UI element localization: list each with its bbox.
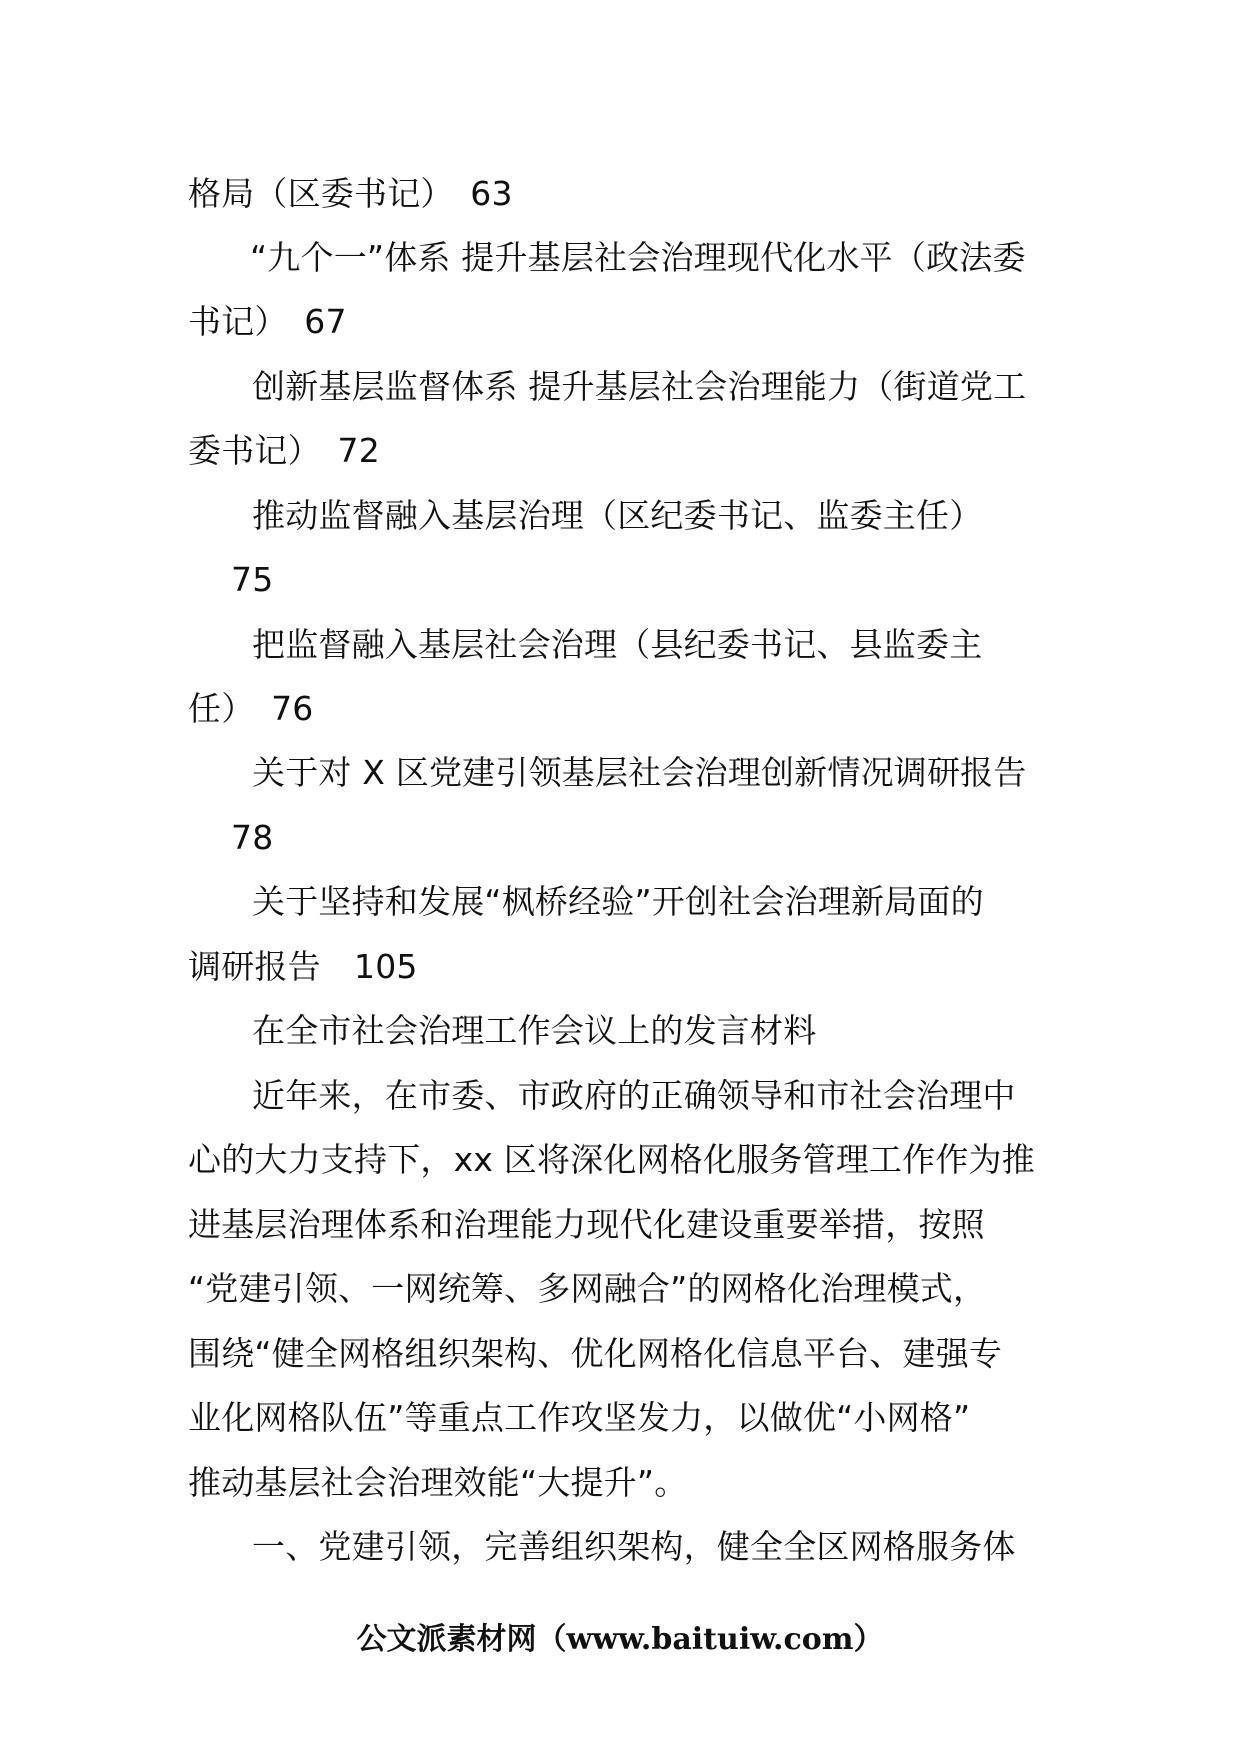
body-line: 近年来，在市委、市政府的正确领导和市社会治理中 <box>252 1076 1016 1115</box>
body-line: 心的大力支持下，xx 区将深化网格化服务管理工作作为推 <box>188 1140 1035 1179</box>
toc-line: 委书记） 72 <box>188 431 380 470</box>
toc-line: “九个一”体系 提升基层社会治理现代化水平（政法委 <box>250 238 1026 277</box>
body-line: 业化网格队伍”等重点工作攻坚发力，以做优“小网格” <box>188 1398 971 1437</box>
toc-line: 推动监督融入基层治理（区纪委书记、监委主任） <box>252 496 983 535</box>
toc-line: 关于坚持和发展“枫桥经验”开创社会治理新局面的 <box>252 882 984 921</box>
toc-line: 格局（区委书记） 63 <box>188 174 513 213</box>
toc-line: 创新基层监督体系 提升基层社会治理能力（街道党工 <box>252 367 1027 406</box>
body-line: 推动基层社会治理效能“大提升”。 <box>188 1463 688 1502</box>
toc-line: 75 <box>231 560 274 599</box>
toc-line: 任） 76 <box>188 689 314 728</box>
toc-line: 书记） 67 <box>188 302 347 341</box>
body-line: 进基层治理体系和治理能力现代化建设重要举措，按照 <box>188 1205 985 1244</box>
toc-line: 调研报告 105 <box>188 947 418 986</box>
toc-line: 78 <box>231 818 274 857</box>
toc-line: 关于对 X 区党建引领基层社会治理创新情况调研报告 <box>252 753 1027 792</box>
body-line: 围绕“健全网格组织架构、优化网格化信息平台、建强专 <box>188 1334 1003 1373</box>
body-line: 一、党建引领，完善组织架构，健全全区网格服务体 <box>252 1527 1016 1566</box>
body-line: “党建引领、一网统筹、多网融合”的网格化治理模式， <box>188 1269 987 1308</box>
footer-watermark: 公文派素材网（www.baituiw.com） <box>356 1622 884 1657</box>
toc-line: 把监督融入基层社会治理（县纪委书记、县监委主 <box>252 625 983 664</box>
section-title: 在全市社会治理工作会议上的发言材料 <box>252 1011 817 1050</box>
